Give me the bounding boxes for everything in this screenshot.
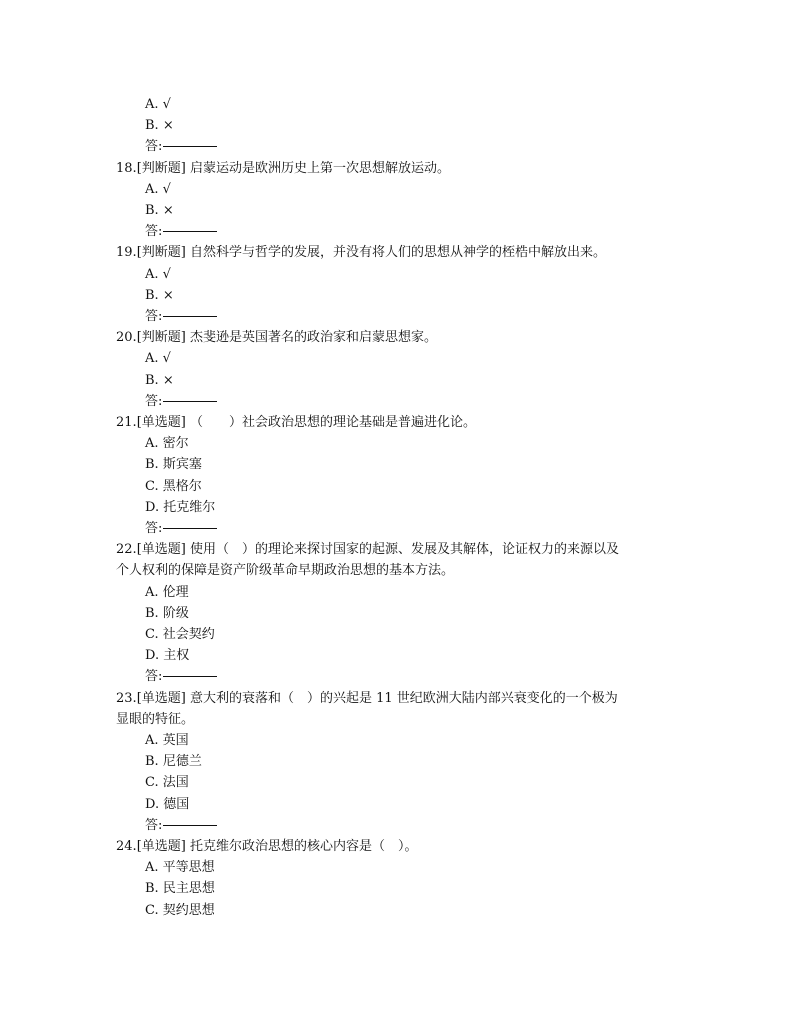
option-b: B. 阶级 — [145, 605, 189, 621]
question-text: （ ）社会政治思想的理论基础是普遍进化论。 — [189, 415, 476, 430]
option-b: B. × — [145, 203, 174, 218]
answer-label: 答: — [145, 669, 163, 685]
answer-blank[interactable] — [163, 528, 217, 529]
option-c: C. 契约思想 — [145, 902, 215, 918]
answer-line — [145, 666, 217, 687]
option-a: A. √ — [145, 266, 171, 282]
option-a: A. 平等思想 — [145, 860, 215, 876]
question-type: [判断题] — [136, 245, 186, 261]
question-type: [判断题] — [136, 160, 186, 176]
answer-blank[interactable] — [163, 401, 217, 402]
question-type: [判断题] — [136, 330, 186, 346]
option-d: D. 德国 — [145, 796, 190, 812]
question-stem — [116, 242, 606, 263]
question-type: [单选题] — [136, 690, 186, 706]
answer-blank[interactable] — [163, 231, 217, 232]
answer-line — [145, 391, 217, 412]
option-d: D. 主权 — [145, 648, 190, 664]
answer-blank[interactable] — [163, 676, 217, 677]
option-b: B. 尼德兰 — [145, 754, 202, 770]
question-text: 托克维尔政治思想的核心内容是（ ）。 — [189, 839, 418, 854]
question-number: 21. — [116, 415, 137, 430]
question-text: 启蒙运动是欧洲历史上第一次思想解放运动。 — [189, 160, 450, 176]
option-b: B. × — [145, 118, 174, 134]
answer-label: 答: — [145, 817, 163, 833]
option-c: C. 黑格尔 — [145, 478, 202, 494]
question-number: 24. — [116, 839, 137, 854]
option-a: A. 伦理 — [145, 584, 189, 600]
question-number: 19. — [116, 245, 137, 261]
answer-label: 答: — [145, 224, 163, 240]
answer-line — [145, 221, 217, 242]
question-stem — [116, 836, 418, 857]
option-a: A. √ — [145, 97, 171, 112]
option-c: C. 法国 — [145, 775, 189, 791]
question-type: [单选题] — [136, 415, 186, 430]
question-stem — [116, 688, 618, 709]
question-stem — [116, 412, 476, 433]
answer-line — [145, 518, 217, 539]
question-type: [单选题] — [136, 542, 186, 558]
option-a: A. 密尔 — [145, 436, 189, 452]
option-d: D. 托克维尔 — [145, 499, 216, 515]
answer-blank[interactable] — [163, 316, 217, 317]
question-stem — [116, 539, 619, 560]
answer-blank[interactable] — [163, 825, 217, 826]
question-number: 18. — [116, 160, 137, 176]
question-text-continued: 显眼的特征。 — [116, 711, 195, 727]
option-a: A. 英国 — [145, 733, 189, 748]
question-number: 23. — [116, 690, 137, 706]
answer-blank[interactable] — [163, 146, 217, 147]
question-text-continued: 个人权利的保障是资产阶级革命早期政治思想的基本方法。 — [116, 563, 455, 579]
answer-label: 答: — [145, 521, 163, 536]
answer-label: 答: — [145, 393, 163, 409]
option-c: C. 社会契约 — [145, 627, 215, 642]
question-stem — [116, 158, 450, 179]
option-b: B. × — [145, 287, 174, 303]
question-text: 使用（ ）的理论来探讨国家的起源、发展及其解体，论证权力的来源以及 — [189, 542, 619, 558]
question-text: 杰斐逊是英国著名的政治家和启蒙思想家。 — [189, 330, 437, 346]
option-b: B. 民主思想 — [145, 881, 215, 897]
question-text: 自然科学与哲学的发展，并没有将人们的思想从神学的桎梏中解放出来。 — [189, 245, 606, 261]
answer-line — [145, 815, 217, 836]
question-text: 意大利的衰落和（ ）的兴起是 11 世纪欧洲大陆内部兴衰变化的一个极为 — [189, 690, 618, 706]
answer-label: 答: — [145, 309, 163, 324]
question-number: 22. — [116, 542, 137, 558]
question-number: 20. — [116, 330, 137, 346]
option-b: B. 斯宾塞 — [145, 457, 202, 473]
option-a: A. √ — [145, 351, 171, 367]
option-b: B. × — [145, 372, 174, 388]
question-stem — [116, 327, 437, 348]
answer-line — [145, 136, 217, 157]
answer-label: 答: — [145, 139, 163, 155]
question-type: [单选题] — [136, 839, 186, 854]
answer-line — [145, 306, 217, 327]
option-a: A. √ — [145, 181, 171, 197]
